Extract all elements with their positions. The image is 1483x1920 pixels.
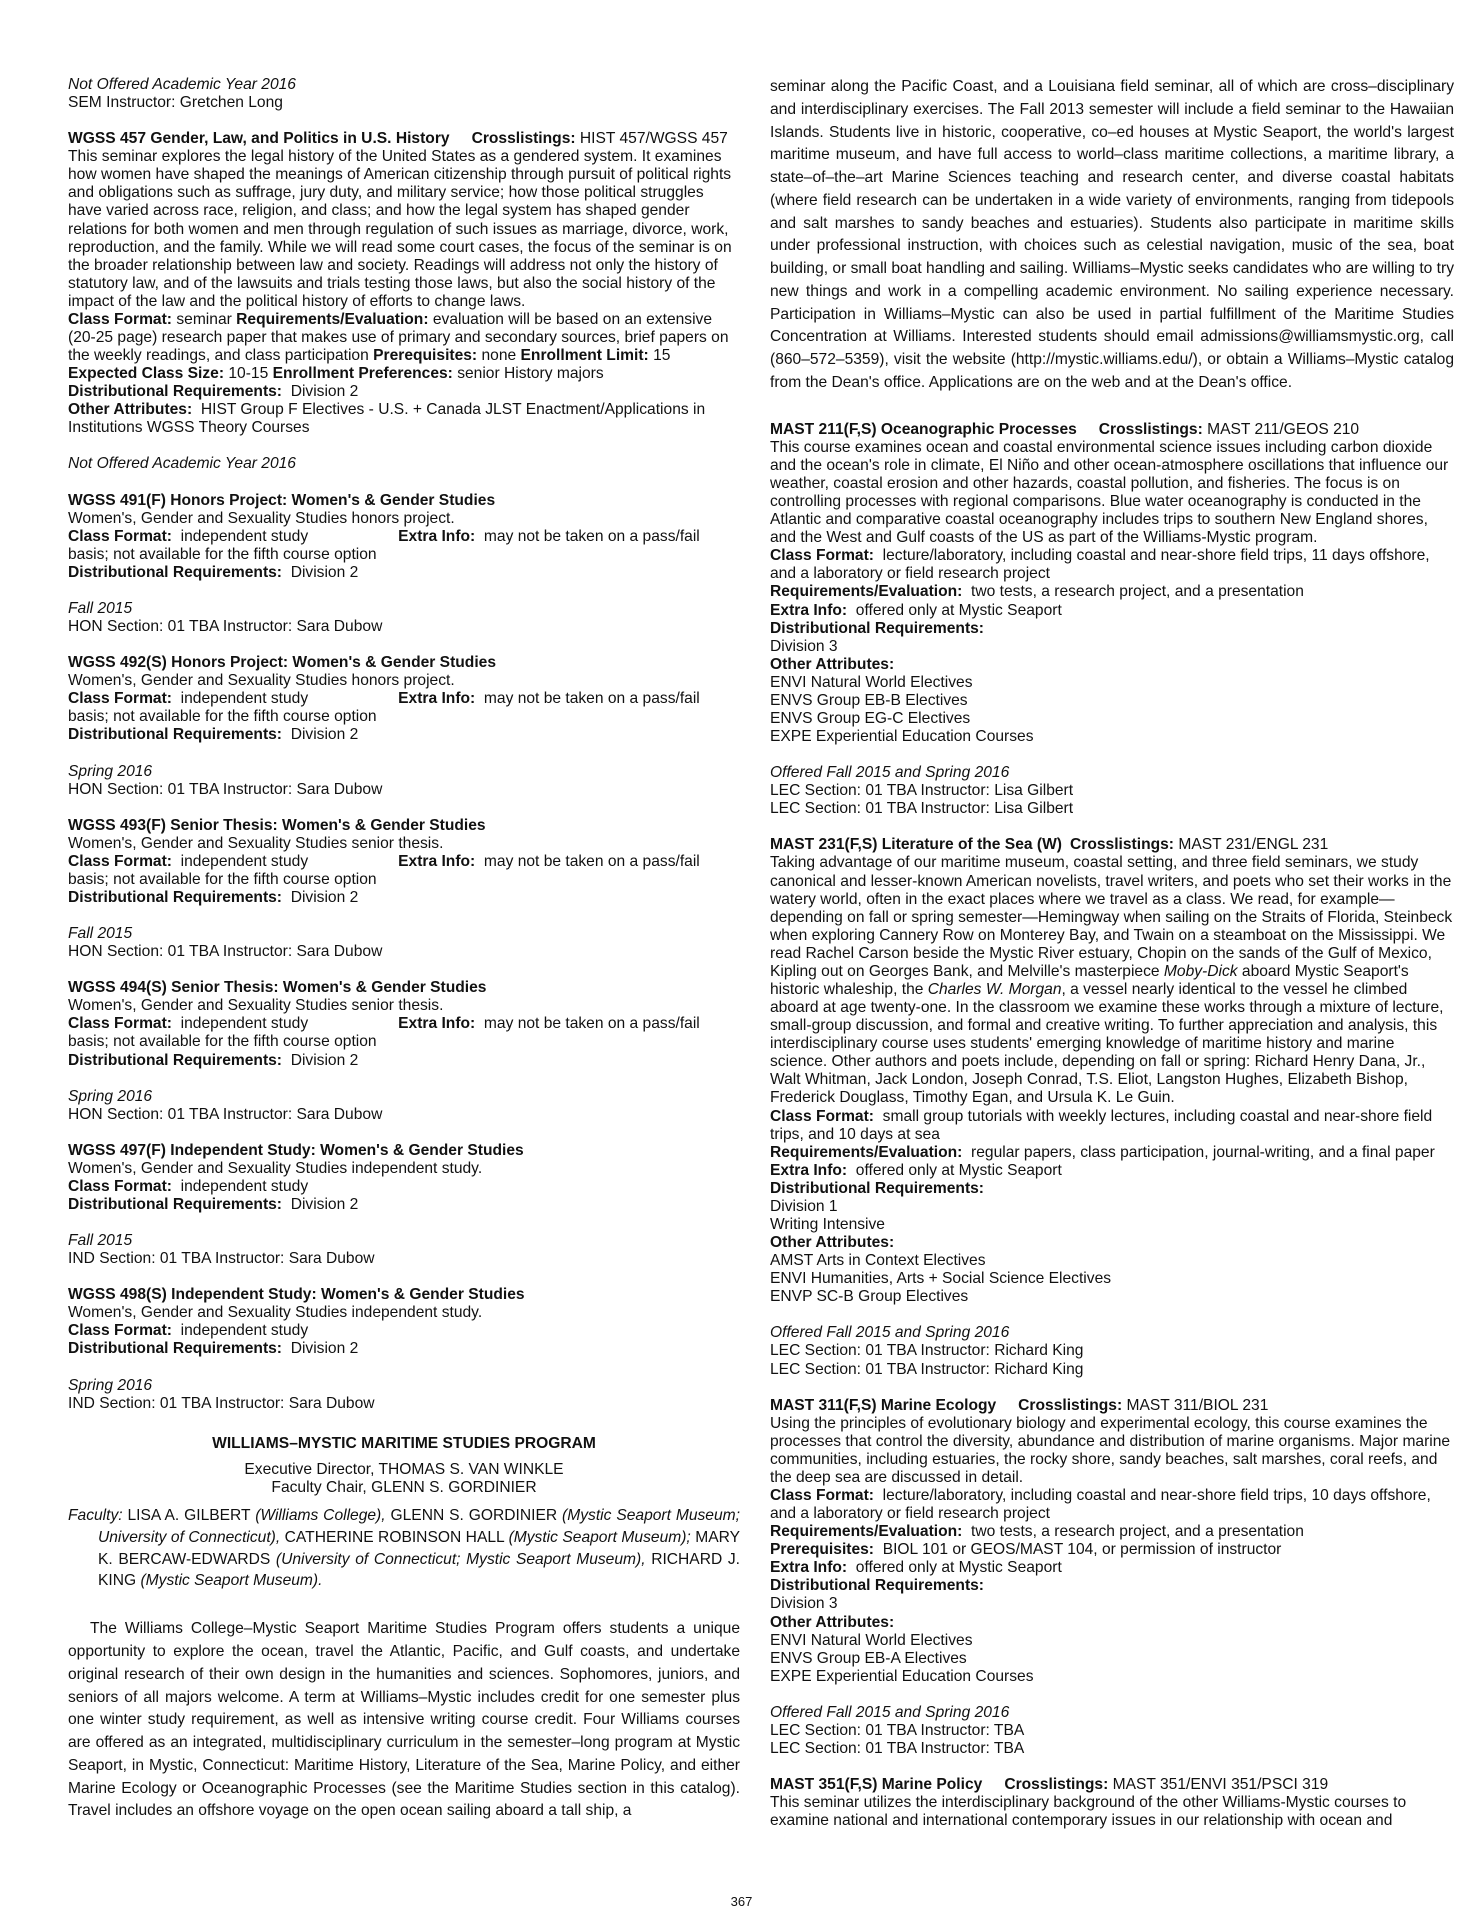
faculty-affiliation: (Mystic Seaport Museum); xyxy=(508,1528,691,1546)
enrollment-limit-label: Enrollment Limit: xyxy=(520,347,649,365)
crosslistings-value: MAST 311/BIOL 231 xyxy=(1126,1396,1269,1414)
extra-info-value: offered only at Mystic Seaport xyxy=(855,1161,1062,1179)
distributional-label: Distributional Requirements: xyxy=(770,1179,985,1197)
course-description: Women's, Gender and Sexuality Studies honors project. xyxy=(68,672,455,690)
distributional-value: Division 2 xyxy=(290,1051,359,1069)
course-description: This seminar explores the legal history of the United States as a gendered system. It examines how women have shaped the meanings of American citizenship through pursuit of political rights and obligations such as suffrage, jury duty, and military service; how those political struggles have varied across race, religion, and class; and how the legal system has shaped gender relations for both women and men through regulation of such issues as marriage, divorce, work, reproduction, and the family. While we will read some court cases, the focus of the seminar is on the broader relationship between law and society. Readings will address not only the history of statutory law, and of the lawsuits and trials testing those laws, but also the social history of the impact of the law and the political history of efforts to change laws. xyxy=(68,148,732,310)
course-title: MAST 211(F,S) Oceanographic Processes xyxy=(770,420,1077,438)
program-chair: Faculty Chair, GLENN S. GORDINIER xyxy=(271,1478,537,1496)
page-number: 367 xyxy=(730,1894,753,1909)
course-description: Women's, Gender and Sexuality Studies independent study. xyxy=(68,1159,483,1177)
class-format-label: Class Format: xyxy=(68,1177,172,1195)
extra-info-value: offered only at Mystic Seaport xyxy=(855,601,1062,619)
other-attributes-value: HIST Group F Electives - U.S. + Canada JLST Enactment/Applications in Institutions WGSS Theory Courses xyxy=(68,401,706,437)
distributional-label: Distributional Requirements: xyxy=(68,383,283,401)
term-label: Offered Fall 2015 and Spring 2016 xyxy=(770,764,1010,782)
left-column xyxy=(68,76,740,1823)
distributional-label: Distributional Requirements: xyxy=(770,619,985,637)
program-intro: The Williams College–Mystic Seaport Maritime Studies Program offers students a unique opportunity to explore the ocean, travel the Atlantic, Pacific, and Gulf coasts, and undertake original research of their own design in the humanities and sciences. Sophomores, juniors, and seniors of all majors welcome. A term at Williams–Mystic includes credit for one semester plus one winter study requirement, as well as intensive writing course credit. Four Williams courses are offered as an integrated, multidisciplinary curriculum in the semester–long program at Mystic Seaport, in Mystic, Connecticut: Maritime History, Literature of the Sea, Marine Policy, and either Marine Ecology or Oceanographic Processes (see the Maritime Studies section in this catalog). Travel includes an offshore voyage on the open ocean sailing aboard a tall ship, a xyxy=(68,1620,740,1820)
program-director: Executive Director, THOMAS S. VAN WINKLE xyxy=(244,1460,564,1478)
attribute-item: ENVI Natural World Electives xyxy=(770,673,973,691)
other-attributes-label: Other Attributes: xyxy=(770,1613,895,1631)
attribute-item: EXPE Experiential Education Courses xyxy=(770,1667,1034,1685)
class-format-label: Class Format: xyxy=(68,852,172,870)
distributional-value: Division 3 xyxy=(770,1595,838,1613)
class-format-value: independent study xyxy=(180,690,309,708)
class-format-label: Class Format: xyxy=(68,690,172,708)
program-title: WILLIAMS–MYSTIC MARITIME STUDIES PROGRAM xyxy=(212,1434,596,1452)
extra-info-label: Extra Info: xyxy=(398,527,476,545)
course-description: Women's, Gender and Sexuality Studies honors project. xyxy=(68,509,455,527)
course-wgss498 xyxy=(68,1286,740,1412)
class-format-value: independent study xyxy=(180,1015,309,1033)
crosslistings-value: MAST 231/ENGL 231 xyxy=(1178,836,1329,854)
extra-info-label: Extra Info: xyxy=(770,601,848,619)
distributional-value: Division 3 xyxy=(770,637,838,655)
course-title: WGSS 492(S) Honors Project: Women's & Gender Studies xyxy=(68,654,496,672)
requirements-label: Requirements/Evaluation: xyxy=(770,583,963,601)
course-mast211 xyxy=(770,421,1454,819)
expected-size-label: Expected Class Size: xyxy=(68,365,225,383)
requirements-label: Requirements/Evaluation: xyxy=(770,1523,963,1541)
class-format-value: independent study xyxy=(180,1322,309,1340)
crosslistings-label: Crosslistings: xyxy=(1004,1776,1109,1794)
term-label: Offered Fall 2015 and Spring 2016 xyxy=(770,1703,1010,1721)
faculty-name: LISA A. GILBERT xyxy=(127,1506,251,1524)
extra-info-label: Extra Info: xyxy=(770,1161,848,1179)
attribute-item: ENVI Natural World Electives xyxy=(770,1631,973,1649)
course-description: Women's, Gender and Sexuality Studies senior thesis. xyxy=(68,997,444,1015)
class-format-label: Class Format: xyxy=(68,1015,172,1033)
requirements-value: regular papers, class participation, journal-writing, and a final paper xyxy=(971,1143,1435,1161)
faculty-affiliation: (University of Connecticut; Mystic Seaport Museum), xyxy=(275,1550,646,1568)
course-title: WGSS 497(F) Independent Study: Women's & Gender Studies xyxy=(68,1141,524,1159)
course-wgss491 xyxy=(68,492,740,637)
distributional-value: Division 2 xyxy=(290,888,359,906)
term-label: Spring 2016 xyxy=(68,762,153,780)
class-format-value: independent study xyxy=(180,527,309,545)
course-description: This course examines ocean and coastal environmental science issues including carbon dioxide and the ocean's role in climate, El Niño and other ocean-atmosphere oscillations that influence our weather, coastal erosion and other hazards, coastal pollution, and fisheries. The focus is on controlling processes with regional comparisons. Blue water oceanography is conducted in the Atlantic and comparative coastal oceanography includes trips to southern New England shores, and the West and Gulf coasts of the US as part of the Williams-Mystic program. xyxy=(770,438,1449,547)
class-format-value: independent study xyxy=(180,1177,309,1195)
course-title: MAST 351(F,S) Marine Policy xyxy=(770,1776,983,1794)
prerequisites-value: BIOL 101 or GEOS/MAST 104, or permission of instructor xyxy=(882,1541,1282,1559)
requirements-value: evaluation will be based on an extensive (20-25 page) research paper that makes use of primary and secondary sources, brief papers on the weekly readings, and class participation xyxy=(68,310,729,365)
faculty-list xyxy=(68,1505,740,1592)
course-title: MAST 311(F,S) Marine Ecology xyxy=(770,1396,997,1414)
section-line: LEC Section: 01 TBA Instructor: Lisa Gilbert xyxy=(770,782,1074,800)
term-label: Fall 2015 xyxy=(68,925,133,943)
term-label: Offered Fall 2015 and Spring 2016 xyxy=(770,1324,1010,1342)
attribute-item: EXPE Experiential Education Courses xyxy=(770,728,1034,746)
description-text: aboard Mystic Seaport's historic whaleship, the xyxy=(770,962,1409,998)
extra-info-value: may not be taken on a pass/fail basis; not available for the fifth course option xyxy=(68,527,700,563)
section-line: LEC Section: 01 TBA Instructor: TBA xyxy=(770,1740,1025,1758)
program-intro-continued: seminar along the Pacific Coast, and a Louisiana field seminar, all of which are cross–disciplinary and interdisciplinary exercises. The Fall 2013 semester will include a field seminar to the Hawaiian Islands. Students live in historic, cooperative, co–ed houses at Mystic Seaport, the world's largest maritime museum, and have full access to world–class maritime collections, a maritime library, a state–of–the–art Marine Sciences teaching and research center, and diverse coastal habitats (where field research can be undertaken in a wide variety of environments, ranging from tidepools and salt marshes to sandy beaches and estuaries). Students also participate in maritime skills under professional instruction, with choices such as celestial navigation, music of the sea, boat building, or small boat handling and sailing. Williams–Mystic seeks candidates who are willing to try new things and work in a compelling academic environment. No sailing experience necessary. Participation in Williams–Mystic can also be used in partial fulfillment of the Maritime Studies Concentration at Williams. Interested students should email admissions@williamsmystic.org, call (860–572–5359), visit the website (http://mystic.williams.edu/), or obtain a Williams–Mystic catalog from the Dean's office. Applications are on the web and at the Dean's office. xyxy=(770,78,1454,391)
extra-info-label: Extra Info: xyxy=(398,690,476,708)
extra-info-value: may not be taken on a pass/fail basis; not available for the fifth course option xyxy=(68,690,700,726)
distributional-label: Distributional Requirements: xyxy=(68,888,283,906)
class-format-label: Class Format: xyxy=(68,310,172,328)
requirements-label: Requirements/Evaluation: xyxy=(236,310,429,328)
requirements-label: Requirements/Evaluation: xyxy=(770,1143,963,1161)
course-mast311 xyxy=(770,1397,1454,1758)
course-title: WGSS 494(S) Senior Thesis: Women's & Gender Studies xyxy=(68,979,487,997)
crosslistings-label: Crosslistings: xyxy=(1098,420,1203,438)
faculty-name: GLENN S. GORDINIER xyxy=(390,1506,558,1524)
crosslistings-label: Crosslistings: xyxy=(1070,836,1174,854)
course-mast351 xyxy=(770,1776,1454,1830)
attribute-item: ENVS Group EB-B Electives xyxy=(770,691,968,709)
faculty-affiliation: (Mystic Seaport Museum). xyxy=(140,1572,323,1590)
class-format-label: Class Format: xyxy=(770,1107,874,1125)
prerequisites-value: none xyxy=(481,347,517,365)
crosslistings-value: HIST 457/WGSS 457 xyxy=(579,130,728,148)
description-text: Taking advantage of our maritime museum, coastal setting, and three field seminars, we study canonical and lesser-known American novelists, travel writers, and poets who set their works in the watery world, often in the exact places where we travel as a class. We read, for example—depending on fall or spring semester—Hemingway when sailing on the Straits of Florida, Steinbeck when exploring Cannery Row on Monterey Bay, and Twain on a steamboat on the Mississippi. We read Rachel Carson beside the Mystic River estuary, Chopin on the sands of the Gulf of Mexico, Kipling out on Georges Bank, and Melville's masterpiece xyxy=(770,854,1453,980)
crosslistings-value: MAST 351/ENVI 351/PSCI 319 xyxy=(1112,1776,1329,1794)
course-mast231 xyxy=(770,836,1454,1378)
section-line: HON Section: 01 TBA Instructor: Sara Dubow xyxy=(68,943,383,961)
ship-name: Charles W. Morgan xyxy=(927,980,1062,998)
section-line: HON Section: 01 TBA Instructor: Sara Dubow xyxy=(68,780,383,798)
class-format-value: lecture/laboratory, including coastal and near-shore field trips, 11 days offshore, and a laboratory or field research project xyxy=(770,547,1430,583)
distributional-label: Distributional Requirements: xyxy=(68,1051,283,1069)
class-format-label: Class Format: xyxy=(770,1487,874,1505)
faculty-name: CATHERINE ROBINSON HALL xyxy=(284,1528,505,1546)
course-description xyxy=(770,854,1454,1107)
attribute-item: ENVS Group EB-A Electives xyxy=(770,1649,967,1667)
distributional-label: Distributional Requirements: xyxy=(68,1195,283,1213)
class-format-value: seminar xyxy=(176,310,232,328)
attribute-item: AMST Arts in Context Electives xyxy=(770,1252,986,1270)
extra-info-value: may not be taken on a pass/fail basis; not available for the fifth course option xyxy=(68,852,700,888)
term-label: Spring 2016 xyxy=(68,1376,153,1394)
class-format-label: Class Format: xyxy=(68,1322,172,1340)
distributional-value: Division 1 xyxy=(770,1197,838,1215)
section-line: LEC Section: 01 TBA Instructor: Richard King xyxy=(770,1342,1084,1360)
right-column xyxy=(770,76,1454,1830)
faculty-name: RICHARD J. KING xyxy=(98,1550,740,1590)
term-label: Spring 2016 xyxy=(68,1087,153,1105)
section-line: LEC Section: 01 TBA Instructor: TBA xyxy=(770,1721,1025,1739)
extra-info-label: Extra Info: xyxy=(770,1559,848,1577)
distributional-label: Distributional Requirements: xyxy=(68,563,283,581)
course-title: WGSS 491(F) Honors Project: Women's & Gender Studies xyxy=(68,491,496,509)
enrollment-preferences-value: senior History majors xyxy=(457,365,604,383)
term-label: Not Offered Academic Year 2016 xyxy=(68,455,296,473)
attribute-item: ENVS Group EG-C Electives xyxy=(770,709,971,727)
course-title: MAST 231(F,S) Literature of the Sea (W) xyxy=(770,836,1062,854)
course-wgss493 xyxy=(68,817,740,962)
faculty-label: Faculty: xyxy=(68,1506,123,1524)
course-title: WGSS 457 Gender, Law, and Politics in U.S. History xyxy=(68,130,450,148)
extra-info-value: may not be taken on a pass/fail basis; not available for the fifth course option xyxy=(68,1015,700,1051)
faculty-affiliation: (Mystic Seaport Museum; University of Connecticut), xyxy=(98,1506,740,1546)
course-wgss457 xyxy=(68,130,740,473)
distributional-label: Distributional Requirements: xyxy=(68,1340,283,1358)
term-label: Fall 2015 xyxy=(68,599,133,617)
attribute-item: ENVI Humanities, Arts + Social Science Electives xyxy=(770,1270,1112,1288)
book-title: Moby-Dick xyxy=(1163,962,1238,980)
section-line: LEC Section: 01 TBA Instructor: Richard King xyxy=(770,1360,1084,1378)
distributional-value: Writing Intensive xyxy=(770,1216,885,1233)
class-format-label: Class Format: xyxy=(770,547,874,565)
section-line: IND Section: 01 TBA Instructor: Sara Dubow xyxy=(68,1394,375,1412)
term-label: Fall 2015 xyxy=(68,1232,133,1250)
attribute-item: ENVP SC-B Group Electives xyxy=(770,1288,969,1306)
course-description: Women's, Gender and Sexuality Studies senior thesis. xyxy=(68,834,444,852)
distributional-value: Division 2 xyxy=(290,383,359,401)
class-format-value: small group tutorials with weekly lectures, including coastal and near-shore field trips, and 10 days at sea xyxy=(770,1107,1433,1143)
crosslistings-value: MAST 211/GEOS 210 xyxy=(1207,420,1360,438)
section-line: HON Section: 01 TBA Instructor: Sara Dubow xyxy=(68,618,383,636)
section-line: SEM Instructor: Gretchen Long xyxy=(68,94,283,112)
class-format-value: lecture/laboratory, including coastal and near-shore field trips, 10 days offshore, and a laboratory or field research project xyxy=(770,1487,1431,1523)
distributional-value: Division 2 xyxy=(290,1340,359,1358)
prerequisites-label: Prerequisites: xyxy=(373,347,478,365)
program-section xyxy=(68,1435,740,1823)
distributional-label: Distributional Requirements: xyxy=(68,726,283,744)
description-text: , a vessel nearly identical to the vessel he climbed aboard at age twenty-one. In the classroom we examine these works through a mixture of lecture, small-group discussion, and formal and creative writing. To further appreciation and analysis, this interdisciplinary course uses students' emerging knowledge of maritime history and marine science. Other authors and poets include, depending on fall or spring: Richard Henry Dana, Jr., Walt Whitman, Jack London, Joseph Conrad, T.S. Eliot, Langston Hughes, Elizabeth Bishop, Frederick Douglass, Timothy Egan, and Ursula K. Le Guin. xyxy=(770,980,1444,1107)
faculty-name: MARY K. BERCAW-EDWARDS xyxy=(98,1528,740,1568)
course-title: WGSS 498(S) Independent Study: Women's & Gender Studies xyxy=(68,1286,525,1304)
requirements-value: two tests, a research project, and a presentation xyxy=(971,1523,1304,1541)
term-label: Not Offered Academic Year 2016 xyxy=(68,76,296,93)
section-line: LEC Section: 01 TBA Instructor: Lisa Gilbert xyxy=(770,800,1074,818)
expected-size-value: 10-15 xyxy=(228,365,269,383)
crosslistings-label: Crosslistings: xyxy=(1018,1396,1123,1414)
extra-info-label: Extra Info: xyxy=(398,1015,476,1033)
other-attributes-label: Other Attributes: xyxy=(68,401,193,419)
extra-info-value: offered only at Mystic Seaport xyxy=(855,1559,1062,1577)
enrollment-preferences-label: Enrollment Preferences: xyxy=(272,365,453,383)
extra-info-label: Extra Info: xyxy=(398,852,476,870)
enrollment-limit-value: 15 xyxy=(653,347,671,365)
distributional-value: Division 2 xyxy=(290,563,359,581)
class-format-label: Class Format: xyxy=(68,527,172,545)
section-line: IND Section: 01 TBA Instructor: Sara Dubow xyxy=(68,1250,375,1268)
prerequisites-label: Prerequisites: xyxy=(770,1541,875,1559)
faculty-affiliation: (Williams College), xyxy=(255,1506,386,1524)
section-line: HON Section: 01 TBA Instructor: Sara Dubow xyxy=(68,1105,383,1123)
other-attributes-label: Other Attributes: xyxy=(770,1234,895,1252)
other-attributes-label: Other Attributes: xyxy=(770,655,895,673)
course-description: Women's, Gender and Sexuality Studies independent study. xyxy=(68,1304,483,1322)
course-wgss492 xyxy=(68,654,740,799)
distributional-value: Division 2 xyxy=(290,726,359,744)
distributional-label: Distributional Requirements: xyxy=(770,1577,985,1595)
course-wgss494 xyxy=(68,979,740,1124)
course-description: Using the principles of evolutionary biology and experimental ecology, this course examines the processes that control the diversity, abundance and distribution of marine organisms. Major marine communities, including estuaries, the rocky shore, sandy beaches, salt marshes, coral reefs, and the deep sea are discussed in detail. xyxy=(770,1414,1451,1486)
requirements-value: two tests, a research project, and a presentation xyxy=(971,583,1304,601)
crosslistings-label: Crosslistings: xyxy=(471,130,576,148)
course-description: This seminar utilizes the interdisciplinary background of the other Williams-Mystic courses to examine national and international contemporary issues in our relationship with ocean and xyxy=(770,1794,1407,1830)
distributional-value: Division 2 xyxy=(290,1195,359,1213)
class-format-value: independent study xyxy=(180,852,309,870)
course-title: WGSS 493(F) Senior Thesis: Women's & Gender Studies xyxy=(68,816,486,834)
course-wgss497 xyxy=(68,1142,740,1268)
